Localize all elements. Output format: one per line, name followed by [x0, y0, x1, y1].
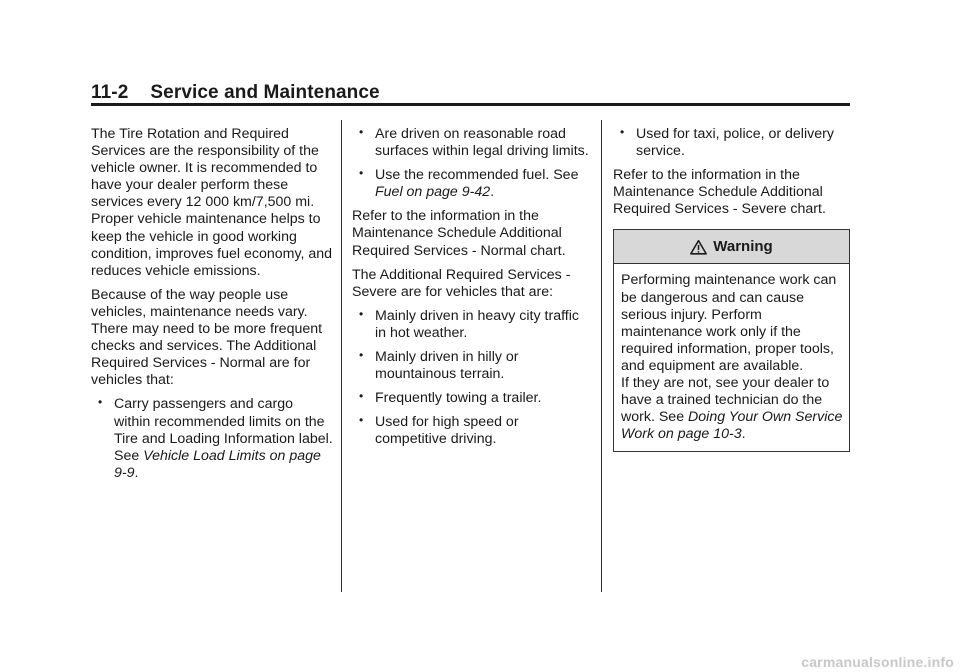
bullet-icon: • — [620, 125, 625, 139]
bullet-icon: • — [359, 413, 364, 428]
list-item-text: Are driven on reasonable road surfaces within legal driving limits. — [375, 126, 589, 160]
list-item-text: Used for taxi, police, or delivery service. — [636, 126, 834, 160]
paragraph: The Tire Rotation and Required Services are the responsibility of the vehicle owner. It is recommended to have your dealer perform these services every 12 000 km/7,500 mi. Proper vehicle maintenance helps to keep the vehicle in good working condition, improves fuel economy, and reduces vehicle emissions. — [91, 126, 333, 279]
bullet-icon: • — [359, 125, 364, 139]
list-item-text: Frequently towing a trailer. — [375, 390, 542, 407]
warning-title: Warning — [713, 238, 773, 256]
warning-triangle-icon — [690, 239, 707, 255]
list-item — [352, 167, 592, 201]
cross-reference: Doing Your Own Service Work on page 10-3 — [621, 409, 843, 443]
page-number: 11-2 — [91, 82, 129, 103]
bullet-icon: • — [359, 389, 364, 404]
column-3 — [613, 126, 853, 452]
list-item-text: Carry passengers and cargo within recommended limits on the Tire and Loading Information label. See — [114, 396, 333, 464]
punctuation: . — [741, 426, 746, 443]
warning-header — [614, 230, 849, 264]
section-title: Service and Maintenance — [150, 82, 380, 103]
bullet-icon: • — [359, 348, 364, 363]
paragraph: The Additional Required Services - Severe are for vehicles that are: — [352, 266, 571, 300]
watermark: carmanualsonline.info — [801, 654, 954, 670]
column-divider — [341, 120, 342, 592]
list-item — [352, 126, 592, 160]
warning-text — [621, 375, 843, 443]
list-item — [352, 414, 592, 448]
warning-body — [614, 264, 849, 451]
warning-text: Performing maintenance work can be dangerous and can cause serious injury. Perform maintenance work only if the required information, proper tools, and equipment are available. — [621, 272, 837, 374]
list-item — [352, 349, 592, 383]
bullet-icon: • — [98, 395, 103, 410]
paragraph: Refer to the information in the Maintenance Schedule Additional Required Services - Severe chart. — [613, 167, 826, 218]
paragraph: Refer to the information in the Maintenance Schedule Additional Required Services - Normal chart. — [352, 208, 566, 259]
column-2 — [352, 126, 592, 456]
list-item-text: Used for high speed or competitive driving. — [375, 414, 519, 448]
bullet-icon: • — [359, 306, 364, 321]
list-item-text: Mainly driven in hilly or mountainous terrain. — [375, 349, 519, 383]
list-item — [91, 396, 333, 481]
column-divider — [601, 120, 602, 592]
punctuation: . — [490, 184, 495, 201]
column-1 — [91, 126, 333, 489]
list-item — [352, 308, 592, 342]
page-header — [91, 82, 380, 104]
punctuation: . — [134, 464, 139, 481]
list-item-text: Use the recommended fuel. See — [375, 167, 579, 184]
warning-text-part: If they are not, see your dealer to have a trained technician do the work. See — [621, 375, 830, 426]
header-rule — [91, 103, 850, 106]
cross-reference: Vehicle Load Limits on page 9-9 — [114, 447, 321, 481]
paragraph: Because of the way people use vehicles, maintenance needs vary. There may need to be more frequent checks and services. The Additional Required Services - Normal are for vehicles that: — [91, 286, 323, 389]
bullet-icon: • — [359, 166, 364, 181]
list-item — [352, 390, 592, 407]
list-item — [613, 126, 853, 160]
list-item-text: Mainly driven in heavy city traffic in hot weather. — [375, 307, 579, 341]
cross-reference: Fuel on page 9-42 — [375, 184, 491, 201]
warning-box — [613, 229, 850, 452]
